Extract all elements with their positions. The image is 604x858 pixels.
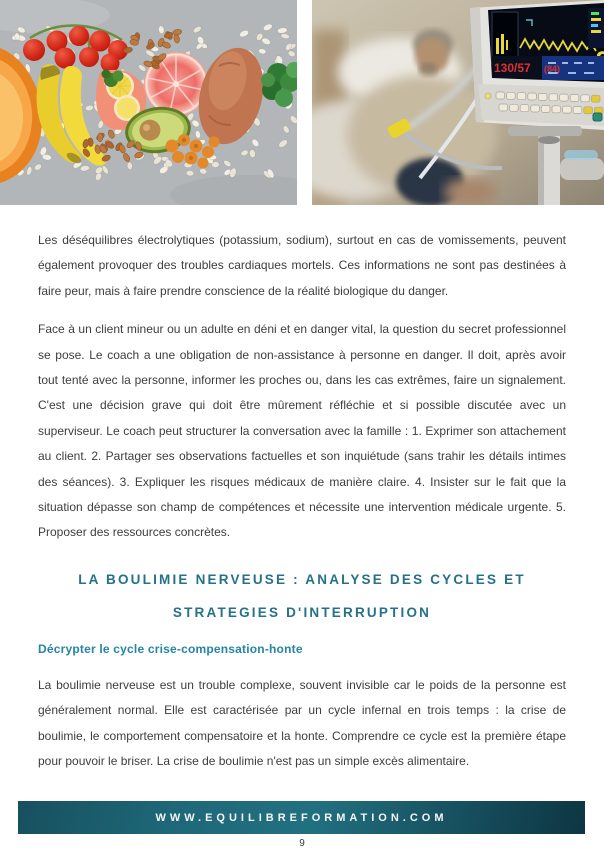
hospital-photo xyxy=(312,0,604,205)
photo-row xyxy=(0,0,604,205)
section-subheading: Décrypter le cycle crise-compensation-honte xyxy=(38,641,303,656)
paragraph-secret-professionnel: Face à un client mineur ou un adulte en déni et en danger vital, la question du secret professionnel se pose. Le coach a une obligation de non-assistance à personne en danger. Il doit, après avoir tout tenté avec la personne, informer les proches ou, dans les cas extrêmes, faire un signalement. C'est une décision grave qui doit être mûrement réfléchie et si possible discutée avec un superviseur. Le coach peut structurer la conversation avec la famille : 1. Exprimer son attachement au client. 2. Partager ses observations factuelles et son inquiétude (sans trahir les détails intimes des séances). 3. Expliquer les risques médicaux de manière claire. 4. Insister sur le fait que la situation dépasse son champ de compétences et nécessite une intervention médicale urgente. 5. Proposer des ressources concrètes. xyxy=(38,322,566,540)
hospital-illustration xyxy=(312,0,604,205)
footer-website-link[interactable]: WWW.EQUILIBREFORMATION.COM xyxy=(155,811,448,824)
footer-bar xyxy=(18,801,585,834)
section-heading: LA BOULIMIE NERVEUSE : ANALYSE DES CYCLES ET STRATEGIES D'INTERRUPTION xyxy=(78,571,526,620)
healthy-food-photo xyxy=(0,0,297,205)
monitor-button-panel xyxy=(478,84,604,126)
paragraph-boulimie: La boulimie nerveuse est un trouble complexe, souvent invisible car le poids de la personne est généralement normal. Elle est caractérisée par un cycle infernal en trois temps : la crise de boulimie, le comportement compensatoire et la honte. Comprendre ce cycle est la première étape pour pouvoir le briser. La crise de boulimie n'est pas un simple excès alimentaire. xyxy=(38,677,566,769)
page-number: 9 xyxy=(299,838,305,849)
monitor-pulse-value: (84) xyxy=(544,64,561,74)
monitor-screen xyxy=(488,3,604,82)
healthy-food-illustration xyxy=(0,0,297,205)
monitor-bp-value: 130/57 xyxy=(494,61,531,75)
paragraph-electrolytes: Les déséquilibres électrolytiques (potassium, sodium), surtout en cas de vomissements, peuvent également provoquer des troubles cardiaques mortels. Ces informations ne sont pas destinées à faire peur, mais à faire prendre conscience de la réalité biologique du danger. xyxy=(38,233,566,298)
page-content xyxy=(0,205,604,775)
